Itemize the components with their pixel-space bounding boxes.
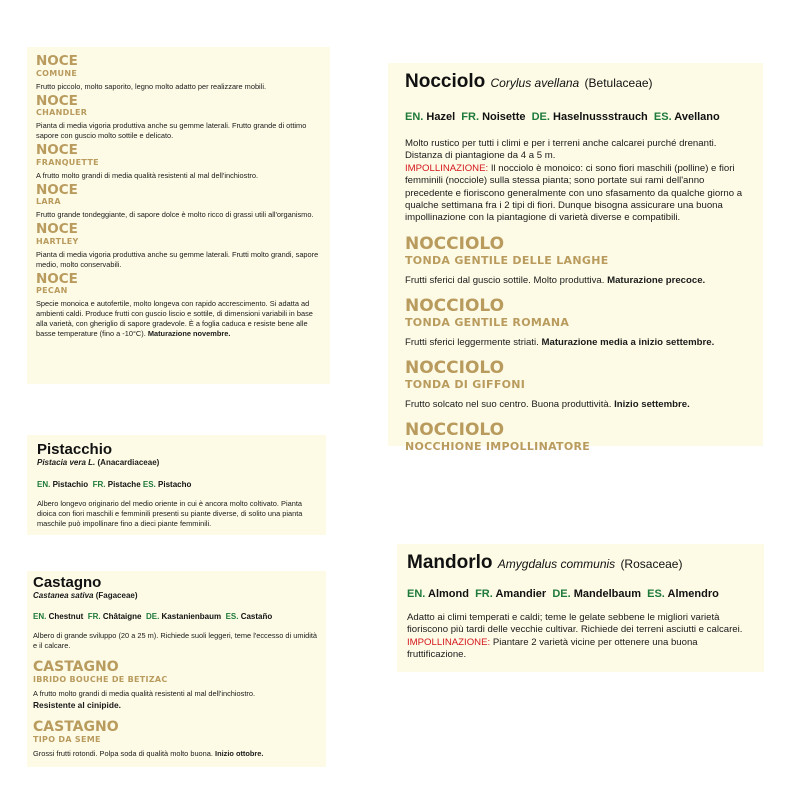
- variety-name: NOCCIOLO: [405, 295, 505, 316]
- lang-code: FR.: [461, 111, 480, 123]
- species-family: (Anacardiaceae): [97, 458, 160, 467]
- variety-subname: IBRIDO BOUCHE DE BETIZAC: [33, 675, 168, 685]
- species-family: (Fagaceae): [95, 591, 138, 600]
- lang-code: DE.: [145, 612, 160, 621]
- lang-code: ES.: [653, 111, 672, 123]
- species-description: Adatto ai climi temperati e caldi; teme le gelate sebbene le migliori varietà fioriscono più tardi delle vecchie cultivar. Richiede dei terreni asciutti e calcarei. IMPOLLINAZIONE: Piantare 2 varietà vicine per ottenere una buona fruttificazione.: [407, 612, 743, 661]
- castagno-panel: [27, 571, 326, 767]
- variety-ripening: Maturazione novembre.: [147, 329, 231, 338]
- species-description: Albero di grande sviluppo (20 a 25 m). Richiede suoli leggeri, teme l'eccesso di umidità e il calcare.: [33, 631, 318, 651]
- lang-code: FR.: [92, 480, 106, 489]
- species-latin-name: Pistacia vera L.: [37, 458, 96, 467]
- variety-subname: FRANQUETTE: [36, 157, 99, 167]
- lang-name: Hazel: [426, 111, 456, 123]
- variety-name: NOCE: [36, 53, 78, 69]
- species-description: Albero longevo originario del medio oriente in cui è ancora molto coltivato. Pianta dioica con fiori maschili e femminili presenti su piante diverse, di solito una pianta maschile può impollinare fino a dieci piante femminili.: [37, 499, 303, 529]
- variety-subname: TIPO DA SEME: [33, 735, 101, 745]
- lang-code: EN.: [405, 111, 424, 123]
- variety-name: NOCE: [36, 142, 78, 158]
- lang-name: Chestnut: [48, 612, 84, 621]
- noce-panel: [27, 47, 330, 384]
- species-title: Nocciolo: [405, 71, 486, 92]
- lang-code: EN.: [407, 588, 426, 600]
- variety-subname: LARA: [36, 197, 61, 206]
- lang-name: Avellano: [674, 111, 720, 123]
- species-latin-line: [37, 458, 318, 467]
- variety-subname: CHANDLER: [36, 108, 88, 117]
- species-family: (Betulaceae): [584, 76, 653, 90]
- variety-name: NOCCIOLO: [405, 419, 505, 440]
- lang-name: Mandelbaum: [573, 588, 641, 600]
- lang-name: Castaño: [240, 612, 273, 621]
- variety-ripening: Inizio ottobre.: [215, 749, 264, 759]
- noce-variety: [36, 144, 322, 181]
- lang-name: Almendro: [667, 588, 719, 600]
- variety-description: Pianta di media vigoria produttiva anche su gemme laterali. Frutto grande di ottimo sapore con guscio molto sottile e delicato.: [36, 121, 307, 140]
- lang-code: EN.: [37, 480, 51, 489]
- variety-ripening: Maturazione precoce.: [607, 274, 706, 286]
- nocciolo-panel: [388, 63, 763, 453]
- species-latin-line: [33, 591, 318, 600]
- variety-description: Frutti sferici leggermente striati. Maturazione media a inizio settembre.: [405, 336, 715, 348]
- pistacchio-panel: [27, 435, 326, 535]
- species-latin-name: Castanea sativa: [33, 591, 94, 600]
- lang-code: ES.: [225, 612, 239, 621]
- species-heading: [407, 552, 756, 574]
- species-latin-name: Amygdalus communis: [497, 557, 616, 571]
- variety-description: Grossi frutti rotondi. Polpa soda di qualità molto buona. Inizio ottobre.: [33, 749, 264, 759]
- nocciolo-variety: [405, 295, 753, 349]
- pollination-label: IMPOLLINAZIONE:: [407, 636, 491, 648]
- variety-name: CASTAGNO: [33, 659, 119, 676]
- variety-subname: TONDA DI GIFFONI: [405, 377, 526, 391]
- variety-subname: NOCCHIONE IMPOLLINATORE: [405, 439, 591, 453]
- lang-name: Almond: [428, 588, 469, 600]
- variety-name: NOCE: [36, 221, 78, 237]
- variety-ripening: Resistente al cinipide.: [33, 699, 121, 710]
- variety-description: Frutti sferici dal guscio sottile. Molto produttiva. Maturazione precoce.: [405, 274, 706, 286]
- noce-variety: [36, 270, 322, 340]
- variety-description: A frutto molto grandi di media qualità resistenti al mal dell'inchiostro.: [36, 170, 259, 180]
- variety-ripening: Inizio settembre.: [614, 398, 690, 410]
- castagno-variety: [33, 660, 318, 711]
- variety-description: Specie monoica e autofertile, molto longeva con rapido accrescimento. Si adatta ad ambienti caldi. Produce frutti con guscio liscio e sottile, di dimensioni variabili in base alla varietà, con gheriglio di sapore gradevole. È a foglia caduca e resiste bene alle basse temperature (fino a -10°C). Maturazione novembre.: [36, 299, 313, 338]
- lang-name: Pistache: [107, 480, 141, 489]
- nocciolo-variety: [405, 357, 753, 411]
- variety-name: NOCE: [36, 181, 78, 198]
- lang-name: Amandier: [495, 588, 547, 600]
- variety-name: NOCCIOLO: [405, 233, 505, 254]
- lang-name: Noisette: [482, 111, 526, 123]
- variety-name: NOCCIOLO: [405, 357, 505, 378]
- pollination-label: IMPOLLINAZIONE:: [405, 162, 489, 174]
- lang-name: Pistacho: [158, 480, 192, 489]
- variety-ripening: Maturazione media a inizio settembre.: [541, 336, 715, 348]
- variety-description: Frutto piccolo, molto saporito, legno molto adatto per realizzare mobili.: [36, 81, 267, 91]
- noce-variety: [36, 92, 322, 142]
- variety-description: Pianta di media vigoria produttiva anche su gemme laterali. Frutti molto grandi, sapore medio, molto conservabili.: [36, 249, 319, 269]
- nocciolo-variety: [405, 419, 753, 453]
- species-title: Mandorlo: [407, 552, 493, 573]
- lang-name: Haselnussstrauch: [553, 111, 648, 123]
- species-latin-name: Corylus avellana: [490, 76, 580, 90]
- variety-name: NOCE: [36, 270, 78, 287]
- variety-name: CASTAGNO: [33, 719, 119, 736]
- lang-name: Châtaigne: [102, 612, 142, 621]
- language-names: [405, 111, 753, 123]
- language-names: [407, 588, 756, 600]
- variety-subname: TONDA GENTILE DELLE LANGHE: [405, 253, 609, 267]
- lang-code: EN.: [33, 612, 47, 621]
- species-title: Pistacchio: [37, 441, 113, 458]
- noce-variety: [36, 223, 322, 270]
- variety-description: A frutto molto grandi di media qualità resistenti al mal dell'inchiostro. Resistente al cinipide.: [33, 689, 256, 710]
- lang-code: FR.: [475, 588, 493, 600]
- language-names: [33, 612, 318, 621]
- variety-description: Frutto grande tondeggiante, di sapore dolce è molto ricco di grassi utili all'organismo.: [36, 210, 314, 219]
- nocciolo-variety: [405, 233, 753, 287]
- noce-variety: [36, 55, 322, 92]
- lang-code: DE.: [552, 588, 571, 600]
- lang-code: ES.: [647, 588, 665, 600]
- variety-name: NOCE: [36, 92, 78, 109]
- castagno-variety: [33, 720, 318, 760]
- variety-subname: TONDA GENTILE ROMANA: [405, 315, 570, 329]
- species-family: (Rosaceae): [620, 557, 683, 571]
- species-title: Castagno: [33, 574, 102, 591]
- mandorlo-panel: [397, 544, 764, 672]
- variety-description: Frutto solcato nel suo centro. Buona produttività. Inizio settembre.: [405, 398, 690, 410]
- lang-code: FR.: [87, 612, 101, 621]
- language-names: [37, 480, 318, 489]
- lang-name: Kastanienbaum: [161, 612, 222, 621]
- variety-subname: HARTLEY: [36, 236, 79, 246]
- variety-subname: COMUNE: [36, 68, 78, 78]
- species-description: Molto rustico per tutti i climi e per i terreni anche calcarei purché drenanti. Distanza di piantagione da 4 a 5 m. IMPOLLINAZIONE: Il nocciolo è monoico: ci sono fiori maschili (polline) e fiori femminili (nocciole) sulla stessa pianta; sono portate sui rami dell'anno precedente e fioriscono generalmente con uno sfasamento da qualche giorno a qualche settimana fra i 2 tipi di fiori. Dunque bisogna assicurare una buona impollinazione con la piantagione di varietà diverse e compatibili.: [405, 138, 743, 224]
- lang-code: ES.: [142, 480, 156, 489]
- variety-subname: PECAN: [36, 286, 68, 295]
- species-heading: [405, 71, 753, 93]
- lang-code: DE.: [531, 111, 550, 123]
- noce-variety: [36, 181, 322, 221]
- lang-name: Pistachio: [52, 480, 89, 489]
